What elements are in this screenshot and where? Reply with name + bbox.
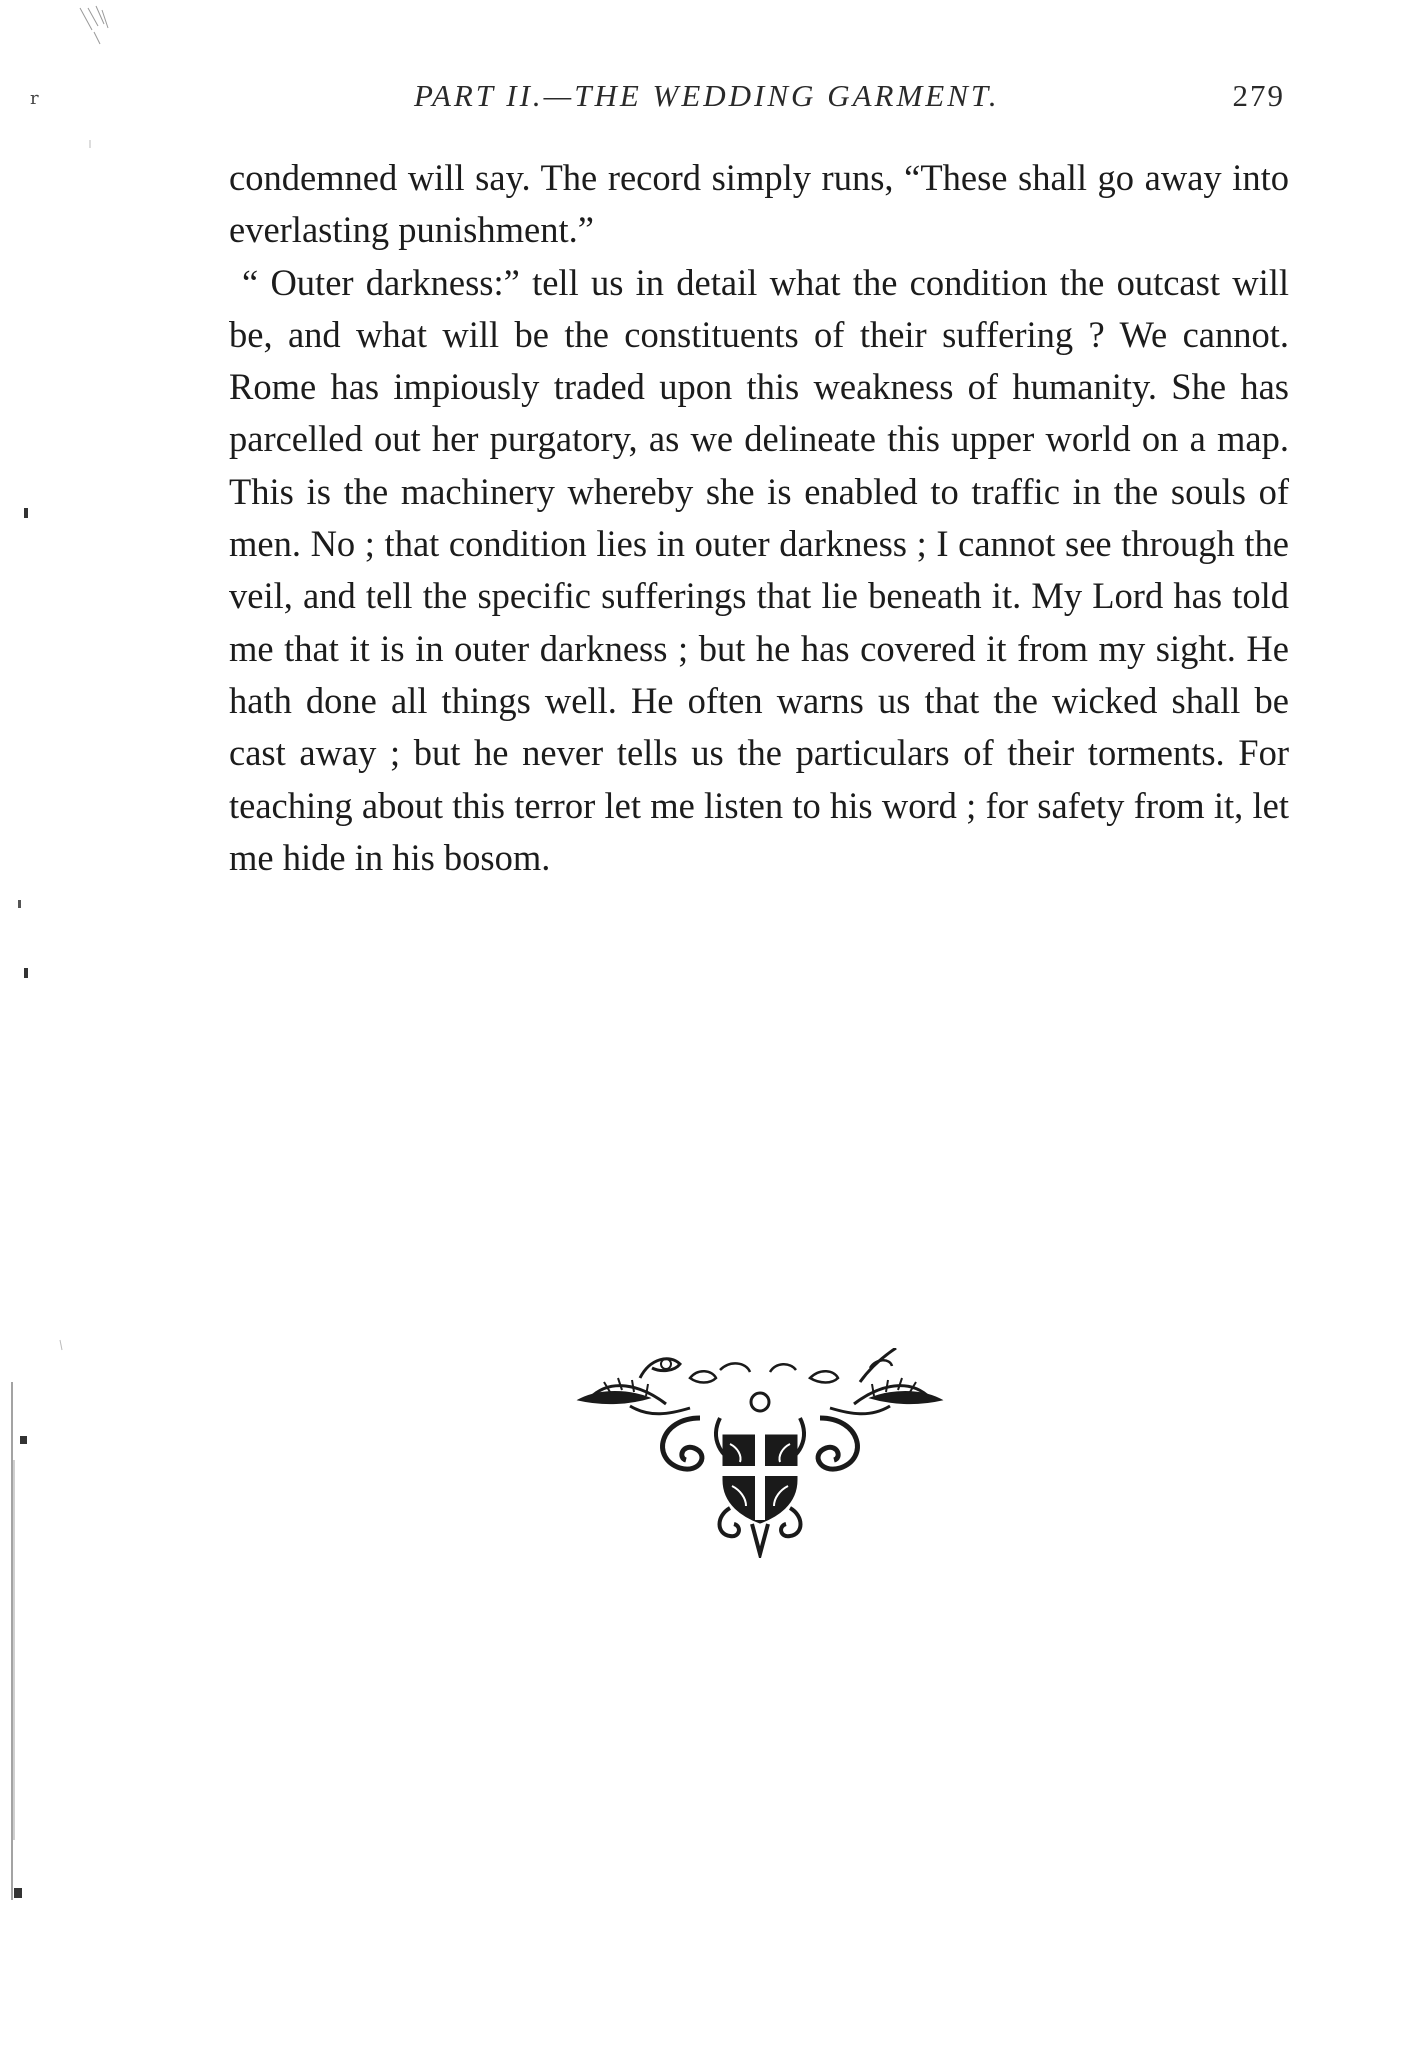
floral-cross-tailpiece-icon (570, 1348, 950, 1558)
paragraph-1: condemned will say. The record simply runs, “These shall go away into everlasting punishment.” (229, 157, 1289, 251)
running-head: PART II.—THE WEDDING GARMENT. (414, 78, 1000, 113)
page-number: 279 (1232, 78, 1285, 113)
margin-marks (0, 0, 140, 2045)
paragraph-2: “ Outer darkness:” tell us in detail what the condition the outcast will be, and what will be the constituents of their suffering ? We cannot. Rome has impiously traded upon this weakness of humanity. She has parcelled out her purgatory, as we delineate this upper world on a map. This is the machinery whereby she is enabled to traffic in the souls of men. No ; that condition lies in outer darkness ; I cannot see through the veil, and tell the specific sufferings that lie beneath it. My Lord has told me that it is in outer darkness ; but he has covered it from my sight. He hath done all things well. He often warns us that the wicked shall be cast away ; but he never tells us the particulars of their torments. For teaching about this terror let me listen to his word ; for safety from it, let me hide in his bosom. (229, 261, 1289, 878)
svg-text:r: r (30, 88, 39, 109)
running-header (229, 78, 1289, 128)
body-text (229, 152, 1289, 884)
